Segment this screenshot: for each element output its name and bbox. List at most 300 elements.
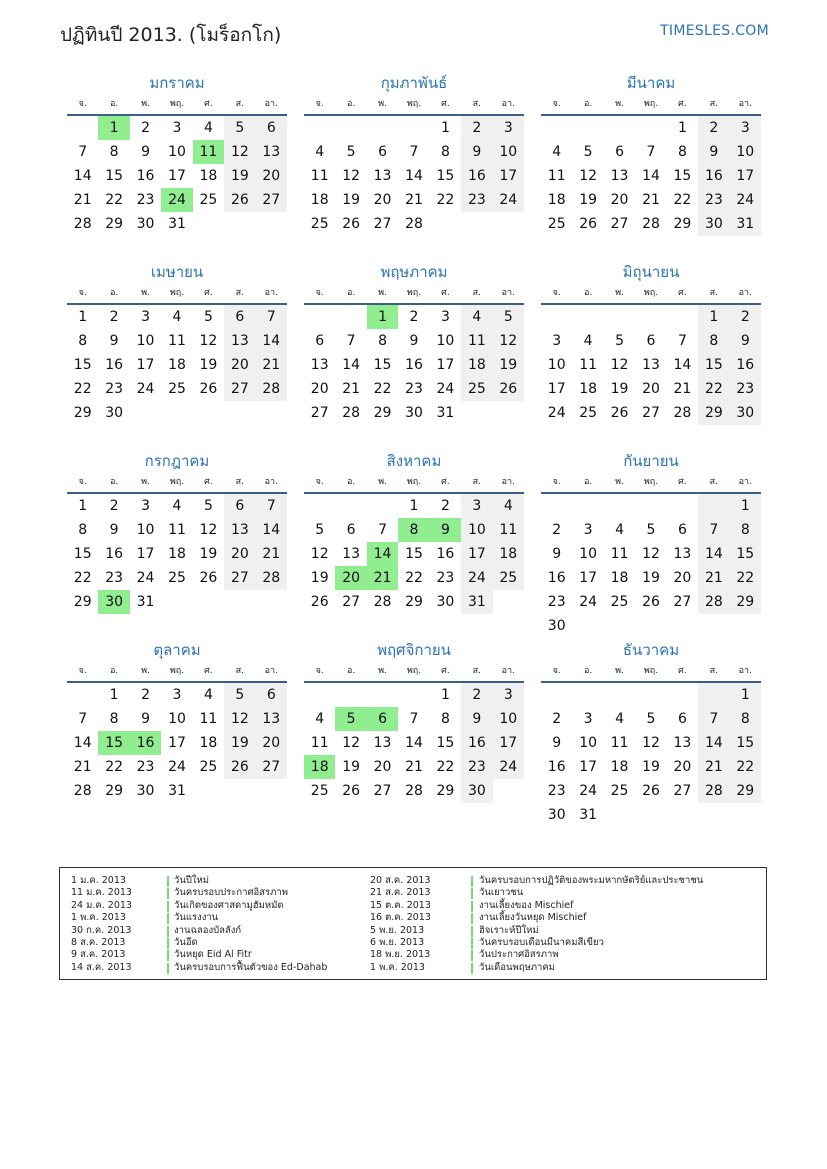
legend-row — [71, 887, 371, 899]
legend-row — [71, 962, 371, 974]
legend-holiday-name: วันปีใหม่ — [174, 875, 210, 886]
month-name: ธันวาคม — [622, 641, 680, 659]
weekday-label: อา. — [264, 477, 278, 487]
day-cell: 5 — [224, 116, 255, 140]
day-cell: 29 — [730, 779, 761, 803]
day-cell: 9 — [109, 522, 119, 538]
weekday-label: ศ. — [204, 99, 213, 109]
day-cell: 20 — [610, 192, 629, 208]
day-cell: 23 — [105, 570, 124, 586]
legend-holiday-name: วันเกิดของศาสดามูฮัมหมัด — [174, 899, 284, 911]
month-name: เมษายน — [150, 263, 204, 281]
day-cell: 15 — [436, 735, 455, 751]
day-cell: 13 — [224, 518, 255, 542]
day-cell: 29 — [730, 590, 761, 614]
day-cell: 4 — [493, 494, 524, 518]
day-cell: 16 — [730, 353, 761, 377]
weekday-label: พฤ. — [406, 477, 422, 487]
day-cell: 3 — [493, 683, 524, 707]
day-cell: 12 — [610, 357, 629, 373]
day-cell: 11 — [610, 735, 629, 751]
day-cell: 31 — [168, 783, 186, 799]
day-cell: 5 — [224, 683, 255, 707]
day-cell: 22 — [73, 570, 92, 586]
day-cell: 22 — [730, 566, 761, 590]
legend-holiday-name: วันเยาวชน — [479, 887, 524, 899]
day-cell: 17 — [579, 570, 598, 586]
day-cell: 24 — [136, 570, 155, 586]
day-cell: 15 — [373, 357, 392, 373]
weekday-header — [541, 94, 761, 116]
day-cell: 7 — [698, 707, 729, 731]
day-cell: 20 — [224, 542, 255, 566]
day-cell: 28 — [405, 783, 423, 799]
empty-cell — [604, 494, 635, 518]
legend-row — [71, 912, 371, 924]
month-name: พฤษภาคม — [380, 263, 448, 281]
legend-row — [370, 900, 760, 912]
weekday-label: อา. — [501, 666, 515, 676]
empty-cell — [335, 683, 366, 707]
day-cell: 8 — [677, 144, 687, 160]
weekday-header — [304, 661, 524, 683]
holiday-day-cell: 14 — [367, 542, 398, 566]
weekday-label: พฤ. — [406, 99, 422, 109]
weekday-label: ศ. — [441, 99, 450, 109]
day-cell: 19 — [579, 192, 598, 208]
day-cell: 25 — [461, 377, 492, 401]
day-cell: 5 — [203, 498, 213, 514]
day-cell: 27 — [610, 216, 629, 232]
legend-marker — [167, 888, 169, 899]
weekday-label: พฤ. — [169, 288, 185, 298]
weekday-label: ศ. — [678, 477, 687, 487]
legend-marker — [167, 950, 169, 961]
day-cell: 18 — [493, 542, 524, 566]
weekday-label: พ. — [378, 99, 387, 109]
day-cell: 26 — [342, 783, 361, 799]
day-cell: 22 — [405, 570, 423, 586]
legend-holiday-name: ฮิจเราะห์ปีใหม่ — [479, 924, 539, 936]
day-cell: 16 — [698, 164, 729, 188]
day-cell: 9 — [730, 329, 761, 353]
day-cell: 23 — [436, 570, 455, 586]
weekday-label: อ. — [109, 99, 119, 109]
legend-marker — [471, 938, 473, 949]
day-cell: 28 — [256, 377, 287, 401]
holiday-day-cell: 24 — [161, 188, 192, 212]
day-cell: 7 — [698, 518, 729, 542]
legend-date: 9 ส.ค. 2013 — [71, 949, 126, 961]
day-cell: 10 — [493, 707, 524, 731]
weekday-label: อ. — [109, 288, 119, 298]
day-cell: 17 — [168, 168, 186, 184]
day-cell: 28 — [373, 594, 392, 610]
day-cell: 24 — [493, 188, 524, 212]
brand-link[interactable]: TIMESLES.COM — [660, 23, 769, 39]
day-cell: 7 — [256, 494, 287, 518]
weekday-label: ศ. — [678, 288, 687, 298]
day-cell: 28 — [256, 566, 287, 590]
weekday-header — [304, 283, 524, 305]
empty-cell — [67, 116, 98, 140]
day-cell: 2 — [409, 309, 419, 325]
day-cell: 29 — [698, 401, 729, 425]
day-cell: 9 — [461, 707, 492, 731]
day-cell: 27 — [642, 405, 660, 421]
weekday-header — [67, 283, 287, 305]
holiday-legend — [59, 867, 767, 980]
legend-holiday-name: วันเดือนพฤษภาคม — [479, 961, 555, 973]
day-cell: 3 — [552, 333, 562, 349]
day-grid — [67, 116, 287, 236]
empty-cell — [304, 683, 335, 707]
day-cell: 14 — [73, 168, 92, 184]
legend-marker — [167, 913, 169, 924]
legend-date: 11 ม.ค. 2013 — [71, 887, 132, 899]
day-cell: 14 — [642, 168, 660, 184]
day-cell: 1 — [440, 687, 450, 703]
weekday-label: พฤ. — [643, 288, 659, 298]
day-cell: 16 — [461, 164, 492, 188]
legend-row — [71, 900, 371, 912]
weekday-label: พฤ. — [406, 666, 422, 676]
day-cell: 8 — [78, 333, 88, 349]
weekday-label: อ. — [583, 477, 593, 487]
day-cell: 26 — [224, 755, 255, 779]
day-cell: 15 — [730, 731, 761, 755]
day-cell: 11 — [168, 522, 186, 538]
weekday-label: อา. — [738, 99, 752, 109]
day-cell: 21 — [342, 381, 361, 397]
weekday-label: พฤ. — [406, 288, 422, 298]
day-cell: 12 — [642, 735, 660, 751]
day-cell: 21 — [73, 759, 92, 775]
day-cell: 13 — [256, 707, 287, 731]
day-cell: 6 — [224, 494, 255, 518]
day-cell: 21 — [642, 192, 660, 208]
day-cell: 22 — [73, 381, 92, 397]
legend-row — [370, 912, 760, 924]
day-cell: 22 — [673, 192, 692, 208]
day-cell: 15 — [698, 353, 729, 377]
day-cell: 30 — [547, 807, 566, 823]
legend-column-right — [370, 875, 760, 974]
day-cell: 5 — [615, 333, 625, 349]
weekday-label: ส. — [235, 288, 245, 298]
day-cell: 19 — [310, 570, 329, 586]
legend-holiday-name: วันแรงงาน — [174, 912, 219, 924]
day-cell: 29 — [73, 405, 92, 421]
day-cell: 9 — [109, 333, 119, 349]
legend-date: 8 ส.ค. 2013 — [71, 936, 126, 948]
empty-cell — [635, 305, 666, 329]
weekday-label: อ. — [583, 99, 593, 109]
legend-holiday-name: วันหยุด Eid Al Fitr — [174, 949, 252, 961]
day-cell: 17 — [168, 735, 186, 751]
day-cell: 3 — [141, 498, 151, 514]
weekday-label: ส. — [472, 477, 482, 487]
weekday-label: พ. — [615, 666, 624, 676]
day-cell: 29 — [673, 216, 692, 232]
holiday-day-cell: 16 — [130, 731, 161, 755]
day-cell: 15 — [73, 546, 92, 562]
weekday-label: พ. — [615, 288, 624, 298]
day-cell: 8 — [109, 711, 119, 727]
legend-row — [71, 937, 371, 949]
legend-marker — [471, 950, 473, 961]
weekday-label: จ. — [78, 288, 87, 298]
day-cell: 18 — [610, 759, 629, 775]
day-cell: 18 — [168, 357, 186, 373]
day-cell: 11 — [610, 546, 629, 562]
day-cell: 2 — [141, 120, 151, 136]
day-cell: 9 — [141, 711, 151, 727]
legend-marker — [167, 938, 169, 949]
weekday-label: อ. — [583, 288, 593, 298]
day-cell: 5 — [315, 522, 325, 538]
day-cell: 19 — [199, 546, 218, 562]
day-cell: 10 — [547, 357, 566, 373]
day-cell: 27 — [342, 594, 361, 610]
day-cell: 24 — [579, 594, 598, 610]
day-cell: 23 — [136, 192, 155, 208]
day-cell: 1 — [409, 498, 419, 514]
day-cell: 7 — [378, 522, 388, 538]
legend-row — [370, 875, 760, 887]
legend-holiday-name: วันครบรอบเดือนมีนาคมสีเขียว — [479, 936, 604, 948]
day-cell: 2 — [552, 711, 562, 727]
month-block — [541, 261, 761, 450]
day-cell: 28 — [405, 216, 423, 232]
day-cell: 8 — [730, 518, 761, 542]
empty-cell — [635, 683, 666, 707]
day-cell: 10 — [436, 333, 455, 349]
empty-cell — [304, 305, 335, 329]
day-cell: 27 — [673, 594, 692, 610]
day-cell: 9 — [698, 140, 729, 164]
legend-marker — [167, 876, 169, 887]
day-cell: 25 — [199, 192, 218, 208]
day-cell: 3 — [172, 120, 182, 136]
day-grid — [541, 305, 761, 425]
day-cell: 19 — [493, 353, 524, 377]
empty-cell — [572, 305, 603, 329]
weekday-label: อา. — [264, 99, 278, 109]
day-cell: 21 — [698, 755, 729, 779]
day-cell: 19 — [610, 381, 629, 397]
day-cell: 22 — [436, 759, 455, 775]
weekday-label: พ. — [141, 666, 150, 676]
day-cell: 3 — [493, 116, 524, 140]
day-cell: 7 — [677, 333, 687, 349]
day-cell: 25 — [168, 570, 186, 586]
day-cell: 24 — [547, 405, 566, 421]
day-cell: 26 — [642, 783, 660, 799]
day-cell: 29 — [373, 405, 392, 421]
day-cell: 25 — [310, 216, 329, 232]
day-cell: 4 — [461, 305, 492, 329]
month-block — [67, 639, 287, 828]
day-cell: 29 — [73, 594, 92, 610]
day-cell: 18 — [168, 546, 186, 562]
empty-cell — [367, 116, 398, 140]
empty-cell — [398, 683, 429, 707]
day-cell: 21 — [256, 542, 287, 566]
empty-cell — [667, 683, 698, 707]
day-cell: 16 — [136, 168, 155, 184]
day-cell: 10 — [168, 711, 186, 727]
weekday-header — [67, 661, 287, 683]
day-cell: 24 — [461, 566, 492, 590]
holiday-day-cell: 9 — [430, 518, 461, 542]
weekday-label: ศ. — [441, 288, 450, 298]
weekday-label: พฤ. — [169, 477, 185, 487]
legend-date: 30 ก.ค. 2013 — [71, 924, 132, 936]
day-cell: 25 — [610, 594, 629, 610]
day-cell: 14 — [698, 542, 729, 566]
day-cell: 16 — [547, 759, 566, 775]
weekday-header — [304, 94, 524, 116]
day-cell: 10 — [461, 518, 492, 542]
month-block — [541, 72, 761, 261]
legend-date: 18 พ.ย. 2013 — [370, 949, 431, 961]
day-grid — [304, 305, 524, 425]
day-cell: 31 — [730, 212, 761, 236]
day-cell: 3 — [141, 309, 151, 325]
day-cell: 18 — [547, 192, 566, 208]
day-grid — [541, 683, 761, 827]
day-cell: 14 — [673, 357, 692, 373]
day-cell: 6 — [378, 144, 388, 160]
day-cell: 17 — [547, 381, 566, 397]
month-block — [304, 639, 524, 828]
day-cell: 18 — [579, 381, 598, 397]
month-block — [67, 261, 287, 450]
day-cell: 5 — [203, 309, 213, 325]
day-cell: 27 — [373, 216, 392, 232]
day-cell: 13 — [256, 140, 287, 164]
day-cell: 31 — [461, 590, 492, 614]
legend-marker — [471, 926, 473, 937]
day-cell: 30 — [730, 401, 761, 425]
weekday-label: จ. — [552, 666, 561, 676]
day-cell: 26 — [310, 594, 329, 610]
day-cell: 10 — [730, 140, 761, 164]
day-grid — [304, 116, 524, 236]
day-cell: 19 — [224, 731, 255, 755]
weekday-label: อ. — [109, 477, 119, 487]
day-cell: 22 — [698, 377, 729, 401]
day-cell: 10 — [579, 546, 598, 562]
legend-row — [370, 937, 760, 949]
empty-cell — [304, 116, 335, 140]
day-cell: 23 — [461, 755, 492, 779]
day-cell: 17 — [136, 546, 155, 562]
month-name: ตุลาคม — [153, 641, 201, 659]
legend-marker — [167, 926, 169, 937]
day-cell: 14 — [405, 168, 423, 184]
empty-cell — [604, 305, 635, 329]
weekday-label: จ. — [552, 99, 561, 109]
legend-date: 20 ส.ค. 2013 — [370, 875, 431, 886]
day-cell: 12 — [199, 522, 218, 538]
day-cell: 19 — [224, 164, 255, 188]
day-cell: 11 — [199, 711, 218, 727]
day-cell: 25 — [493, 566, 524, 590]
weekday-label: พฤ. — [643, 477, 659, 487]
legend-holiday-name: วันประกาศอิสรภาพ — [479, 949, 559, 961]
weekday-label: อา. — [501, 99, 515, 109]
day-cell: 24 — [136, 381, 155, 397]
day-cell: 24 — [579, 783, 598, 799]
day-cell: 6 — [677, 711, 687, 727]
day-cell: 21 — [256, 353, 287, 377]
day-cell: 1 — [698, 305, 729, 329]
day-cell: 12 — [310, 546, 329, 562]
empty-cell — [604, 116, 635, 140]
day-cell: 17 — [136, 357, 155, 373]
day-cell: 1 — [109, 687, 119, 703]
weekday-label: จ. — [78, 99, 87, 109]
day-cell: 13 — [373, 168, 392, 184]
day-cell: 29 — [436, 783, 455, 799]
weekday-label: อ. — [109, 666, 119, 676]
day-cell: 3 — [583, 522, 593, 538]
weekday-label: พ. — [378, 666, 387, 676]
empty-cell — [572, 116, 603, 140]
day-cell: 25 — [579, 405, 598, 421]
day-cell: 2 — [552, 522, 562, 538]
day-cell: 18 — [461, 353, 492, 377]
day-cell: 26 — [199, 381, 218, 397]
day-cell: 24 — [168, 759, 186, 775]
empty-cell — [635, 494, 666, 518]
day-cell: 30 — [461, 779, 492, 803]
legend-row — [370, 887, 760, 899]
day-cell: 19 — [642, 759, 660, 775]
day-cell: 6 — [256, 116, 287, 140]
day-cell: 28 — [642, 216, 660, 232]
weekday-label: พ. — [141, 477, 150, 487]
day-cell: 13 — [224, 329, 255, 353]
day-cell: 12 — [579, 168, 598, 184]
day-cell: 4 — [552, 144, 562, 160]
day-grid — [541, 494, 761, 638]
day-cell: 17 — [579, 759, 598, 775]
weekday-label: จ. — [315, 477, 324, 487]
weekday-label: จ. — [78, 477, 87, 487]
legend-row — [370, 962, 760, 974]
day-cell: 4 — [172, 498, 182, 514]
day-cell: 21 — [73, 192, 92, 208]
day-cell: 11 — [493, 518, 524, 542]
day-cell: 7 — [646, 144, 656, 160]
legend-marker — [471, 963, 473, 974]
day-cell: 30 — [136, 783, 155, 799]
day-cell: 16 — [105, 546, 124, 562]
day-cell: 14 — [73, 735, 92, 751]
empty-cell — [667, 494, 698, 518]
day-cell: 26 — [610, 405, 629, 421]
day-grid — [304, 683, 524, 803]
day-cell: 7 — [78, 144, 88, 160]
day-cell: 18 — [310, 192, 329, 208]
day-cell: 4 — [315, 144, 325, 160]
weekday-label: ส. — [235, 477, 245, 487]
month-block — [67, 72, 287, 261]
month-block — [304, 72, 524, 261]
